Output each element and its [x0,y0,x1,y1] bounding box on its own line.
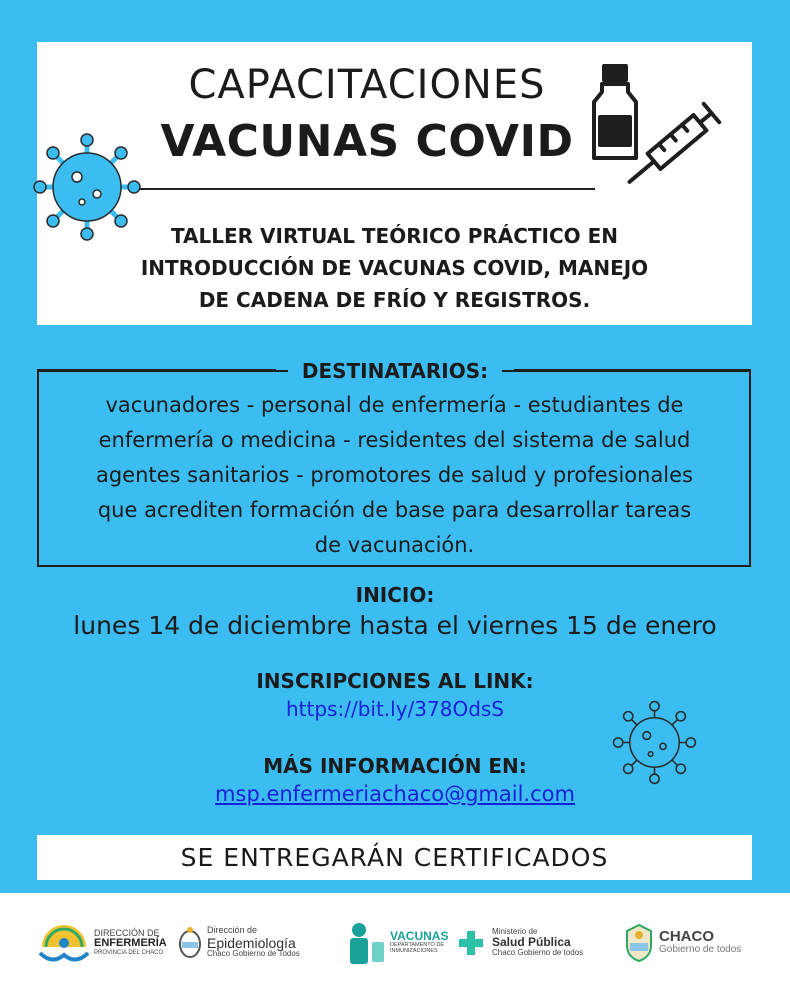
vacunas-line-3: INMUNIZACIONES [390,947,438,954]
plus-icon [458,930,484,956]
destinatarios-line-1: vacunadores - personal de enfermería - estudiantes de [105,393,684,417]
chaco-line-1: CHACO [659,928,714,946]
subtitle-line-2: INTRODUCCIÓN DE VACUNAS COVID, MANEJO [140,256,649,280]
logo-vacunas [346,915,448,970]
chaco-line-2: Gobierno de todos [659,944,742,956]
logo-salud-publica [458,915,583,970]
title-line-1: CAPACITACIONES [188,62,546,108]
title-line-2: VACUNAS COVID [160,116,574,167]
info-email-link[interactable]: msp.enfermeriachaco@gmail.com [215,782,575,806]
subtitle [77,220,712,316]
province-shield-icon [178,926,202,960]
certificates-text: SE ENTREGARÁN CERTIFICADOS [180,843,609,872]
salud-line-1: Ministerio de [492,926,538,936]
enfermeria-line-2: ENFERMERÍA [94,937,167,950]
inscripciones-link[interactable]: https://bit.ly/378OdsS [286,697,504,721]
syringe-icon [592,62,742,212]
header-card [37,42,752,325]
destinatarios-rule-right [514,369,751,371]
logo-epidemiologia [178,915,300,970]
enfermeria-line-1: DIRECCIÓN DE [94,927,160,938]
destinatarios-rule-left [37,369,276,371]
destinatarios-line-3: agentes sanitarios - promotores de salud y profesionales [95,463,694,487]
epidemiologia-line-2: Epidemiología [207,934,296,951]
inicio-label: INICIO: [355,583,435,607]
destinatarios-line-4: que acrediten formación de base para desarrollar tareas [97,498,692,522]
enfermeria-logo-icon [38,919,90,967]
title-divider [140,188,595,190]
logo-enfermeria [38,915,167,970]
info-label: MÁS INFORMACIÓN EN: [263,754,527,778]
province-shield-icon [624,923,654,963]
logo-chaco [624,915,741,970]
destinatarios-text [42,388,747,563]
destinatarios-line-5: de vacunación. [314,533,475,557]
enfermeria-line-3: PROVINCIA DEL CHACO [94,949,164,956]
vacunas-line-2: DEPARTAMENTO DE [390,942,444,949]
epidemiologia-line-3: Chaco Gobierno de Todos [207,949,300,959]
salud-line-2: Salud Pública [492,935,571,950]
vacunas-line-1: VACUNAS [390,929,449,944]
inicio-dates: lunes 14 de diciembre hasta el viernes 15 de enero [73,611,717,640]
subtitle-line-3: DE CADENA DE FRÍO Y REGISTROS. [198,288,591,312]
epidemiologia-line-1: Dirección de [207,925,258,936]
info-email-wrap [0,782,790,806]
certificates-banner [37,835,752,880]
subtitle-line-1: TALLER VIRTUAL TEÓRICO PRÁCTICO EN [170,224,619,248]
vaccine-vial-icon [346,920,388,966]
destinatarios-title-text: DESTINATARIOS: [288,359,502,383]
salud-line-3: Chaco Gobierno de todos [492,947,584,957]
inscripciones-label: INSCRIPCIONES AL LINK: [256,669,534,693]
destinatarios-title [270,357,520,385]
destinatarios-line-2: enfermería o medicina - residentes del sistema de salud [98,428,691,452]
